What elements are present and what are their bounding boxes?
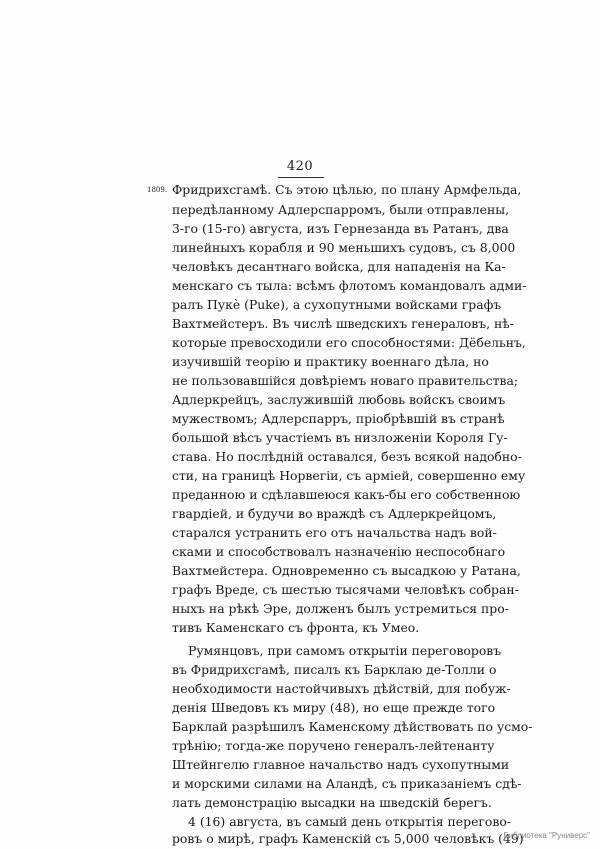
text-line: 3-го (15-го) августа, изъ Гернезанда въ Ратанъ, два	[172, 221, 509, 236]
text-line: Румянцовъ, при самомъ открытіи переговоровъ	[188, 643, 502, 658]
text-line: старался устранить его отъ начальства надъ вой-	[172, 525, 497, 540]
text-line: ныхъ на рѣкѣ Эре, долженъ былъ устремиться про-	[172, 601, 509, 616]
text-line: Фридрихсгамѣ. Съ этою цѣлью, по плану Армфельда,	[172, 182, 522, 197]
text-line: 4 (16) августа, въ самый день открытія перегово-	[188, 814, 511, 829]
page-number-rule	[278, 177, 324, 178]
text-line: графъ Вреде, съ шестью тысячами человѣкъ собран-	[172, 582, 519, 597]
text-line: става. Но послѣдній оставался, безъ всякой надобно-	[172, 449, 522, 464]
text-line: трѣнію; тогда-же поручено генералъ-лейтенанту	[172, 738, 495, 753]
text-line: передѣланному Адлерспарромъ, были отправлены,	[172, 202, 510, 217]
text-line: и морскими силами на Аландѣ, съ приказаніемъ сдѣ-	[172, 776, 522, 791]
text-line: изучившій теорію и практику военнаго дѣла, но	[172, 354, 489, 369]
text-line: ровъ о мирѣ, графъ Каменскій съ 5,000 человѣкъ (49)	[172, 831, 524, 846]
text-line: Барклай разрѣшилъ Каменскому дѣйствовать по усмо-	[172, 719, 533, 734]
text-line: менскаго съ тыла: всѣмъ флотомъ командовалъ адми-	[172, 278, 527, 293]
text-line: Вахтмейстера. Одновременно съ высадкою у Ратана,	[172, 563, 521, 578]
text-line: Штейнгелю главное начальство надъ сухопутными	[172, 757, 510, 772]
text-line: не пользовавшійся довѣріемъ новаго правительства;	[172, 373, 519, 388]
text-line: человѣкъ десантнаго войска, для нападенія на Ка-	[172, 259, 506, 274]
text-line: тивъ Каменскаго съ фронта, къ Умео.	[172, 620, 420, 635]
library-watermark: Библиотека "Руниверс"	[503, 831, 590, 840]
text-line: необходимости настойчивыхъ дѣйствій, для побуж-	[172, 681, 511, 696]
page-number: 420	[286, 159, 314, 174]
text-line: преданною и сдѣлавшеюся какъ-бы его собственною	[172, 487, 521, 502]
text-line: въ Фридрихсгамѣ, писалъ къ Барклаю де-Толли о	[172, 662, 497, 677]
text-line: лать демонстрацію высадки на шведскій берегъ.	[172, 795, 492, 810]
text-line: сками и способствовалъ назначенію неспособнаго	[172, 544, 506, 559]
text-line: которые превосходили его способностями: Дёбельнъ,	[172, 335, 526, 350]
text-line: линейныхъ корабля и 90 меньшихъ судовъ, съ 8,000	[172, 240, 516, 255]
text-line: ралъ Пукѐ (Puke), а сухопутными войсками графъ	[172, 297, 502, 312]
text-line: сти, на границѣ Норвегіи, съ арміей, совершенно ему	[172, 468, 526, 483]
text-line: денія Шведовъ къ миру (48), но еще прежде того	[172, 700, 496, 715]
text-line: мужествомъ; Адлерспарръ, пріобрѣвшій въ странѣ	[172, 411, 505, 426]
year-margin-note: 1809.	[147, 186, 168, 194]
text-line: гвардіей, и будучи во враждѣ съ Адлеркрейцомъ,	[172, 506, 497, 521]
text-line: Вахтмейстеръ. Въ числѣ шведскихъ генераловъ, нѣ-	[172, 316, 514, 331]
text-line: большой вѣсъ участіемъ въ низложеніи Короля Гу-	[172, 430, 508, 445]
text-line: Адлеркрейцъ, заслужившій любовь войскъ своимъ	[172, 392, 506, 407]
